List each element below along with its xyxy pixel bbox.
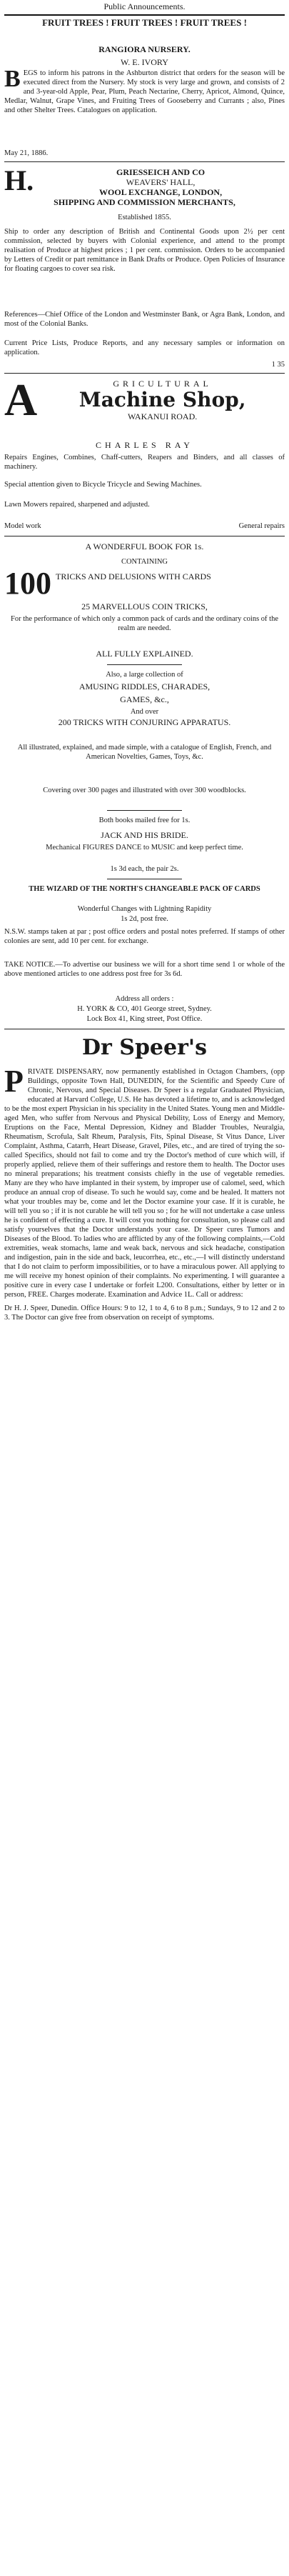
book-conjuring: 200 TRICKS WITH CONJURING APPARATUS. xyxy=(58,717,231,727)
nursery-drop-cap: B xyxy=(4,66,21,92)
nursery-name: RANGIORA NURSERY. xyxy=(98,44,191,54)
page-header: Public Announcements. xyxy=(103,1,186,11)
wizard-address: H. YORK & CO, 401 George street, Sydney. xyxy=(77,1005,212,1013)
book-free: Both books mailed free for 1s. xyxy=(98,817,191,824)
machine-body1: Repairs Engines, Combines, Chaff-cutters, Reapers and Binders, and all classes of machinery. xyxy=(4,454,285,471)
book-containing: CONTAINING xyxy=(121,558,168,566)
speer-address: Dr H. J. Speer, Dunedin. Office Hours: 9 to 12, 1 to 4, 6 to 8 p.m.; Sundays, 9 to 12 and 2 to 3. The Doctor can give free from observation on receipt of symptoms. xyxy=(4,1304,285,1322)
machine-title: Machine Shop, xyxy=(78,388,246,411)
book-coin: 25 MARVELLOUS COIN TRICKS, xyxy=(81,601,208,611)
griesseich-line3: WOOL EXCHANGE, LONDON, xyxy=(99,187,223,197)
machine-owner: CHARLES RAY xyxy=(96,440,193,450)
griesseich-line1: GRIESSEICH AND CO xyxy=(116,167,206,177)
book-jack: JACK AND HIS BRIDE. xyxy=(101,830,188,840)
book-pages: Covering over 300 pages and illustrated with over 300 woodblocks. xyxy=(43,787,246,794)
wizard-orders: Address all orders : xyxy=(115,995,174,1003)
machine-pre: GRICULTURAL xyxy=(113,379,212,389)
griesseich-heading xyxy=(4,164,285,213)
book-explained: ALL FULLY EXPLAINED. xyxy=(96,649,193,659)
wizard-price: 1s 2d, post free. xyxy=(121,915,168,923)
short-rule xyxy=(107,664,182,665)
speer-drop-cap: P xyxy=(4,1064,24,1099)
nursery-proprietor: W. E. IVORY xyxy=(121,57,168,67)
wizard-sub: Wonderful Changes with Lightning Rapidity xyxy=(77,905,212,913)
divider-rule xyxy=(4,161,285,162)
wizard-title: THE WIZARD OF THE NORTH'S CHANGEABLE PACK OF CARDS xyxy=(29,885,260,893)
griesseich-drop-cap: H. xyxy=(4,164,34,196)
book-tricks: TRICKS AND DELUSIONS WITH CARDS xyxy=(56,571,211,581)
book-tricks-block xyxy=(4,566,285,603)
speer-body xyxy=(4,1064,285,2496)
divider-rule xyxy=(4,373,285,374)
speer-text: RIVATE DISPENSARY, now permanently established in Octagon Chambers, (opp Buildings, opposite Town Hall, DUNEDIN, for the Scientific and Speedy Cure of Chronic, Nervous, and Special Diseases. Dr Speer is a regular Graduated Physician, educated at Harvard College, U.S. He has devoted a lifetime to, and is acknowledged to be the most expert Physician in his speciality in the United States. Young men and Middle-aged Men, who suffer from Nervous and Physical Debility, Loss of Energy and Memory, Eruptions on the Face, Mental Depression, Kidney and Bladder Troubles, Neuralgia, Rheumatism, Scrofula, Salt Rheum, Paralysis, Fits, Spinal Disease, St Vitus Dance, Liver Complaint, Asthma, Catarrh, Heart Disease, Gravel, Piles, etc., and are tired of trying the so-called Specifics, should not fail to come and try the Doctor's method of cure which will, if properly applied, relieve them of their sufferings and restore them to health. The Doctor uses no mineral preparations; his treatment consists chiefly in the use of vegetable remedies. Many are they who have implanted in their system, by improper use of calomel, seed, which produce an annual crop of disease. To such he would say, come and be healed. It matters not what your troubles may be, come and let the Doctor examine your case. If it is curable, he will tell you so ; if it is not curable he will tell you so ; for he will not undertake a case unless he is confident of effecting a cure. It will cost you nothing for consultation, so please call and satisfy yourselves that the Doctor understands your case. Dr Speer cures Tumors and Diseases of the Blood. To ladies who are afflicted by any of the following complaints,—Cold extremities, weak stomachs, lame and weak back, nervous and sick headache, constipation and indigestion, pain in the side and back, leucorrhea, etc., etc.,—I will distinctly understand that I do not claim to perform impossibilities, or to have a miraculous power. All applying to me will receive my honest opinion of their complaints. No experimenting. I will guarantee a positive cure in every case I undertake or forfeit L200. Consultations, either by letter or in person, FREE. Charges moderate. Examination and Advice 1L. Call or address: xyxy=(4,1068,285,1299)
book-figures: Mechanical FIGURES DANCE to MUSIC and keep perfect time. xyxy=(46,844,243,852)
wizard-nsw: N.S.W. stamps taken at par ; post office orders and postal notes preferred. If stamps of other colonies are sent, add 10 per cent. for exchange. xyxy=(4,928,285,945)
griesseich-body3: Current Price Lists, Produce Reports, and any necessary samples or information on application. xyxy=(4,339,285,356)
book-illus: All illustrated, explained, and made simple, with a catalogue of English, French, and American Novelties, Games, Toys, &c. xyxy=(17,744,272,761)
griesseich-established: Established 1855. xyxy=(118,214,171,221)
machine-heading xyxy=(4,374,285,436)
griesseich-line2: WEAVERS' HALL, xyxy=(126,177,196,187)
griesseich-body1: Ship to order any description of British and Continental Goods upon 2½ per cent commission, selected by buyers with Colonial experience, and attend to the prompt realisation of Produce at highest prices ; 1 per cent. commission. Orders to be accompanied by Letters of Credit or part remittance in Bank Drafts or Produce. Open Policies of Insurance for floating cargoes to cover sea risk. xyxy=(4,228,285,273)
book-also: Also, a large collection of xyxy=(106,671,183,679)
nursery-text: EGS to inform his patrons in the Ashburton district that orders for the season will be executed direct from the Nursery. My stock is very large and grown, and consists of 2 and 3-year-old Apple, Pear, Plum, Peach Nectarine, Cherry, Apricot, Almond, Quince, Medlar, Walnut, Grape Vines, and Fruiting Trees of Gooseberry and Currants ; also, Pines and other Shelter Trees. Catalogues on application. xyxy=(4,69,285,114)
nursery-date: May 21, 1886. xyxy=(4,149,49,157)
short-rule xyxy=(107,810,182,811)
machine-drop-cap: A xyxy=(4,374,38,425)
book-and-over: And over xyxy=(130,708,159,716)
book-headline: A WONDERFUL BOOK FOR 1s. xyxy=(85,541,204,551)
book-amusing: AMUSING RIDDLES, CHARADES, xyxy=(78,682,211,692)
wizard-box: Lock Box 41, King street, Post Office. xyxy=(86,1015,203,1023)
book-big-number: 100 xyxy=(4,566,51,601)
nursery-headline: FRUIT TREES ! FRUIT TREES ! FRUIT TREES ! xyxy=(42,17,247,28)
machine-body2: Special attention given to Bicycle Tricycle and Sewing Machines. xyxy=(4,481,202,489)
book-games: GAMES, &c., xyxy=(120,694,169,704)
book-price: 1s 3d each, the pair 2s. xyxy=(110,865,179,873)
machine-body3: Lawn Mowers repaired, sharpened and adjusted. xyxy=(4,501,150,509)
header-rule xyxy=(4,14,285,16)
wizard-notice: TAKE NOTICE.—To advertise our business we will for a short time send 1 or whole of the above mentioned articles to one address post free for 3s 6d. xyxy=(4,961,285,978)
griesseich-ref: 1 35 xyxy=(271,361,285,369)
griesseich-line4: SHIPPING AND COMMISSION MERCHANTS, xyxy=(54,197,235,207)
machine-sub: WAKANUI ROAD. xyxy=(127,411,198,421)
machine-footer xyxy=(4,521,285,531)
machine-foot-right: General repairs xyxy=(238,522,285,530)
speer-title: Dr Speer's xyxy=(82,1035,207,1060)
machine-foot-left: Model work xyxy=(4,522,41,530)
griesseich-body2: References—Chief Office of the London and Westminster Bank, or Agra Bank, London, and most of the Colonial Banks. xyxy=(4,311,285,328)
book-coin-body: For the performance of which only a common pack of cards and the ordinary coins of the realm are needed. xyxy=(11,615,278,632)
